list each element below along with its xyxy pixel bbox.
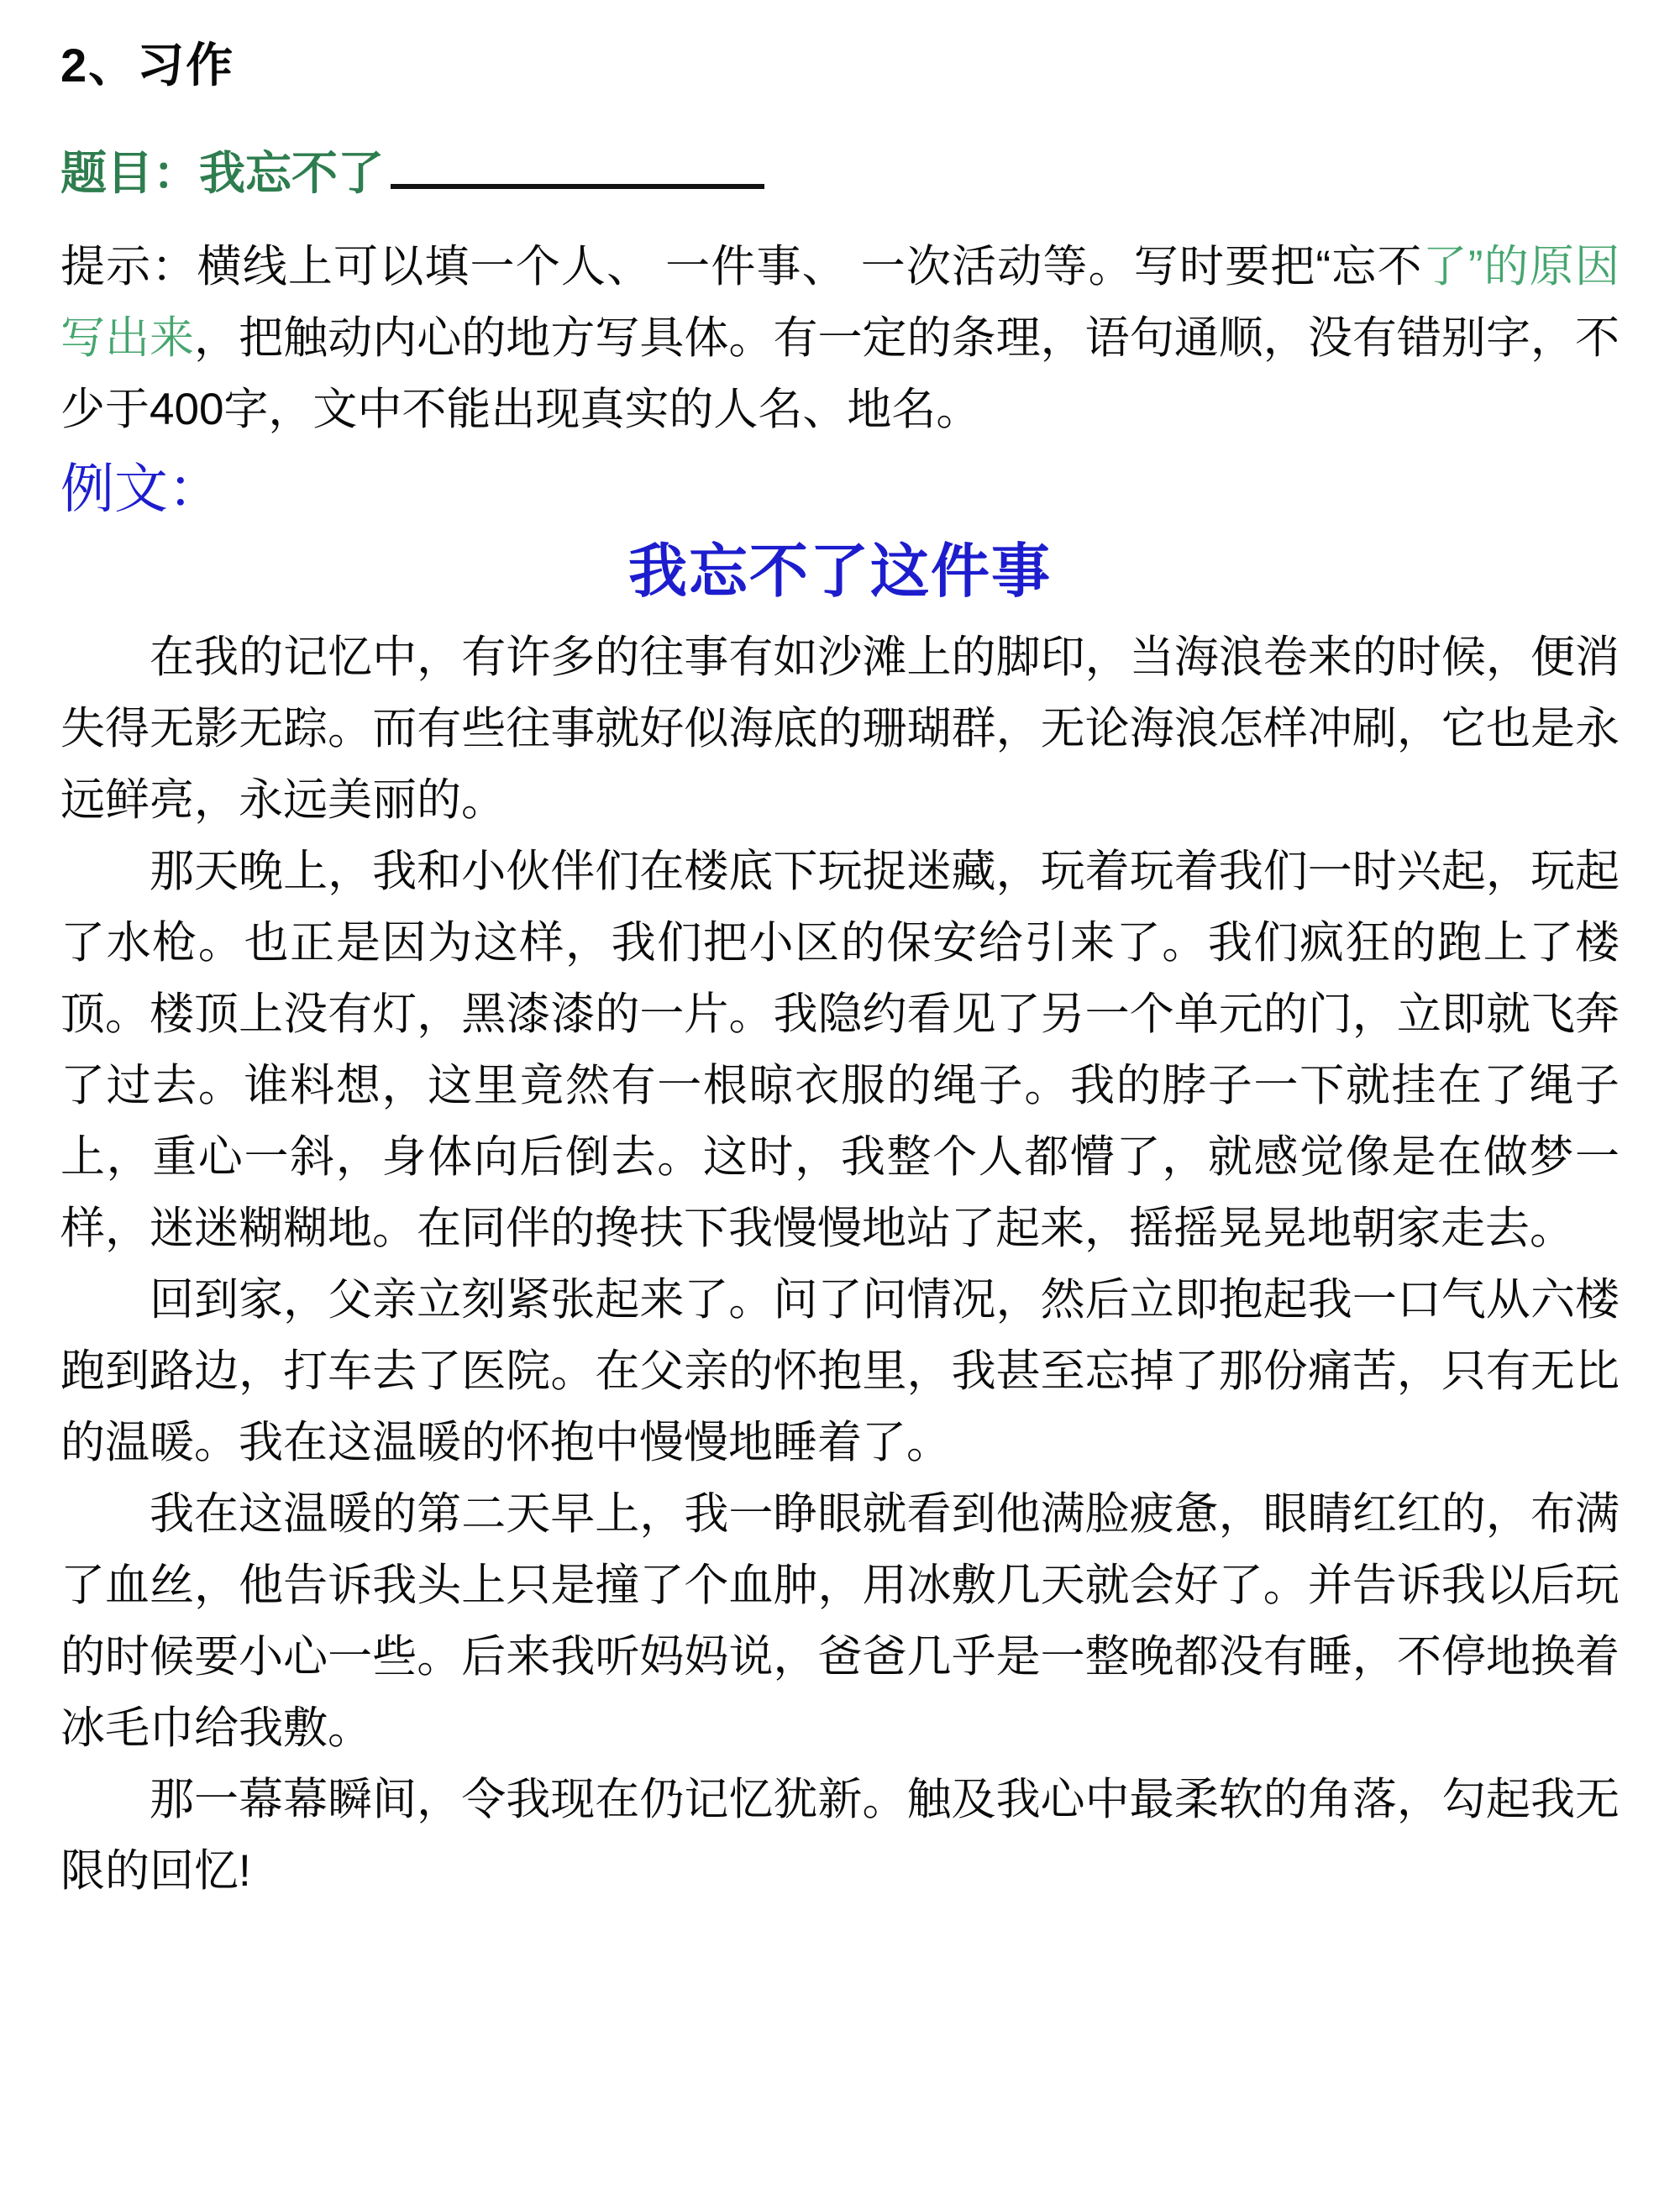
essay-paragraph: 回到家，父亲立刻紧张起来了。问了问情况，然后立即抱起我一口气从六楼跑到路边，打车去了医院。在父亲的怀抱里，我甚至忘掉了那份痛苦，只有无比的温暖。我在这温暖的怀抱中慢慢地睡着了。 — [60, 1275, 1620, 1467]
section-heading: 2、习作 — [60, 39, 235, 92]
topic-label: 题目：我忘不了 — [60, 147, 385, 199]
topic-line — [60, 136, 1620, 202]
essay-title: 我忘不了这件事 — [628, 538, 1052, 604]
essay-paragraph: 那天晚上，我和小伙伴们在楼底下玩捉迷藏，玩着玩着我们一时兴起，玩起了水枪。也正是因为这样，我们把小区的保安给引来了。我们疯狂的跑上了楼顶。楼顶上没有灯，黑漆漆的一片。我隐约看见了另一个单元的门，立即就飞奔了过去。谁料想，这里竟然有一根晾衣服的绳子。我的脖子一下就挂在了绳子上，重心一斜，身体向后倒去。这时，我整个人都懵了，就感觉像是在做梦一样，迷迷糊糊地。在同伴的搀扶下我慢慢地站了起来，摇摇晃晃地朝家走去。 — [60, 847, 1620, 1253]
hint-segment-black: 提示：横线上可以填一个人、 一件事、 一次活动等。写时要把“忘不 — [60, 242, 1423, 291]
essay-paragraph: 那一幕幕瞬间，令我现在仍记忆犹新。触及我心中最柔软的角落，勾起我无限的回忆! — [60, 1775, 1620, 1896]
example-label: 例文： — [60, 459, 222, 519]
hint-paragraph — [60, 231, 1620, 445]
essay-paragraph: 我在这温暖的第二天早上，我一睁眼就看到他满脸疲惫，眼睛红红的，布满了血丝，他告诉我头上只是撞了个血肿，用冰敷几天就会好了。并告诉我以后玩的时候要小心一些。后来我听妈妈说，爸爸几乎是一整晚都没有睡，不停地换着冰毛巾给我敷。 — [60, 1489, 1620, 1753]
hint-segment-green: 了”的原因写出来 — [60, 242, 1620, 363]
essay-paragraph: 在我的记忆中，有许多的往事有如沙滩上的脚印，当海浪卷来的时候，便消失得无影无踪。而有些往事就好似海底的珊瑚群，无论海浪怎样冲刷，它也是永远鲜亮，永远美丽的。 — [60, 632, 1620, 825]
worksheet-page — [60, 29, 1620, 1907]
essay-body — [60, 622, 1620, 1907]
topic-blank-line — [391, 181, 764, 189]
hint-segment-black: ，把触动内心的地方写具体。有一定的条理，语句通顺，没有错别字，不少于400字，文中不能出现真实的人名、地名。 — [60, 313, 1620, 434]
